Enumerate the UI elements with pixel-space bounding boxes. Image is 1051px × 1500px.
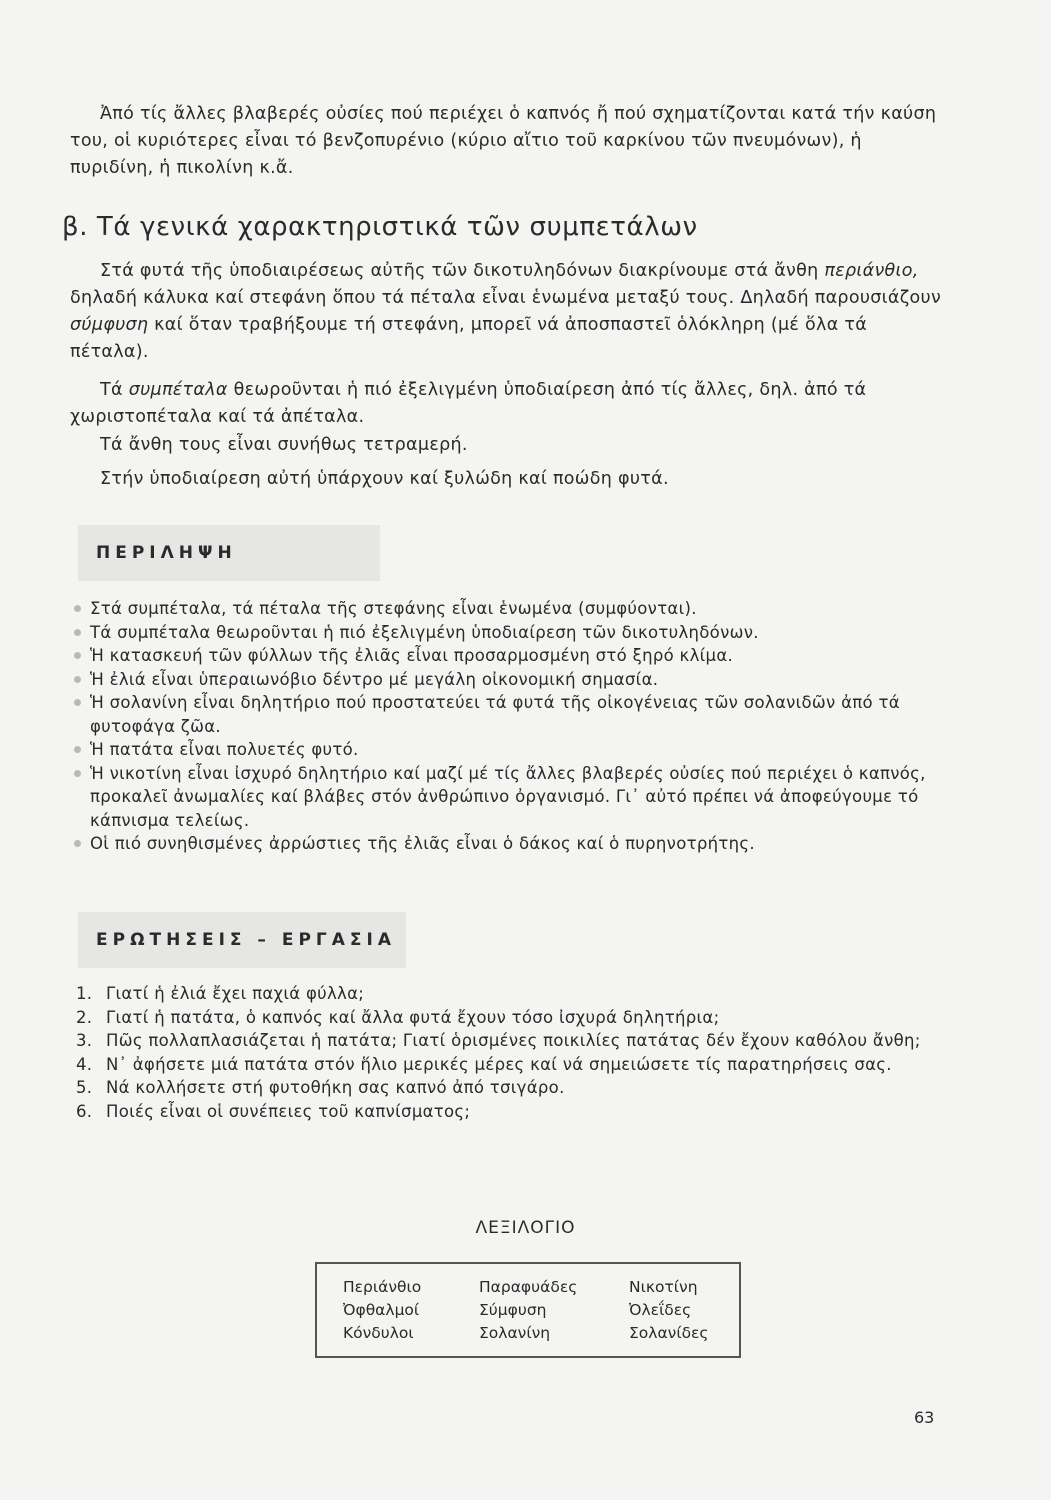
body-paragraph-4: Στήν ὑποδιαίρεση αὐτή ὑπάρχουν καί ξυλώδη καί ποώδη φυτά. [100,469,669,489]
bullet-icon [74,652,81,659]
bullet-icon [74,605,81,612]
glossary-column-3 [629,1276,709,1345]
summary-item: Οἱ πιό συνηθισμένες ἀρρώστιες τῆς ἐλιᾶς εἶναι ὁ δάκος καί ὁ πυρηνοτρήτης. [70,832,950,856]
body-paragraph-2 [70,377,950,431]
summary-item: Ἡ νικοτίνη εἶναι ἰσχυρό δηλητήριο καί μαζί μέ τίς ἄλλες βλαβερές οὐσίες πού περιέχει ὁ καπνός, προκαλεῖ ἀνωμαλίες καί βλάβες στόν ἀνθρώπινο ὀργανισμό. Γι᾽ αὐτό πρέπει νά ἀποφεύγουμε τό κάπνισμα τελείως. [70,762,950,833]
bullet-icon [74,699,81,706]
p1-text-b: δηλαδή κάλυκα καί στεφάνη ὅπου τά πέταλα εἶναι ἑνωμένα μεταξύ τους. Δηλαδή παρουσιάζουν [70,288,942,308]
p1-text-a: Στά φυτά τῆς ὑποδιαιρέσεως αὐτῆς τῶν δικοτυληδόνων διακρίνουμε στά ἄνθη [100,261,825,281]
questions-heading: ΕΡΩΤΗΣΕΙΣ – ΕΡΓΑΣΙΑ [78,912,406,968]
glossary-term: Ὀλεΐδες [629,1301,692,1319]
glossary-column-1 [343,1276,421,1345]
summary-list [70,597,950,856]
bullet-icon [74,629,81,636]
section-title: β. Τά γενικά χαρακτηριστικά τῶν συμπετάλων [62,212,698,242]
question-item: 3. Πῶς πολλαπλασιάζεται ἡ πατάτα; Γιατί ὁρισμένες ποικιλίες πατάτας δέν ἔχουν καθόλου ἄνθη; [76,1031,921,1050]
summary-item: Ἡ ἐλιά εἶναι ὑπεραιωνόβιο δέντρο μέ μεγάλη οἰκονομική σημασία. [70,668,950,692]
intro-paragraph: Ἀπό τίς ἄλλες βλαβερές οὐσίες πού περιέχει ὁ καπνός ἤ πού σχηματίζονται κατά τήν καύση του, οἱ κυριότερες εἶναι τό βενζοπυρένιο (κύριο αἴτιο τοῦ καρκίνου τῶν πνευμόνων), ἡ πυριδίνη, ἡ πικολίνη κ.ἄ. [70,104,937,178]
glossary-term: Σύμφυση [479,1301,547,1319]
summary-item: Στά συμπέταλα, τά πέταλα τῆς στεφάνης εἶναι ἑνωμένα (συμφύονται). [70,597,950,621]
p2-text-a: Τά [100,380,129,400]
summary-heading: ΠΕΡΙΛΗΨΗ [78,525,380,581]
p1-term-perianthio: περιάνθιο, [824,261,919,281]
summary-item: Ἡ σολανίνη εἶναι δηλητήριο πού προστατεύει τά φυτά τῆς οἰκογένειας τῶν σολανιδῶν ἀπό τά φυτοφάγα ζῶα. [70,691,950,738]
body-paragraph-3: Τά ἄνθη τους εἶναι συνήθως τετραμερή. [100,435,468,455]
bullet-icon [74,840,81,847]
question-item: 2. Γιατί ἡ πατάτα, ὁ καπνός καί ἄλλα φυτά ἔχουν τόσο ἰσχυρά δηλητήρια; [76,1007,720,1027]
glossary-term: Ὀφθαλμοί [343,1301,420,1319]
glossary-title: ΛΕΞΙΛΟΓΙΟ [475,1218,576,1238]
question-item: 4. Ν᾽ ἀφήσετε μιά πατάτα στόν ἥλιο μερικές μέρες καί νά σημειώσετε τίς παρατηρήσεις σας. [76,1054,892,1074]
question-item: 5. Νά κολλήσετε στή φυτοθήκη σας καπνό ἀπό τσιγάρο. [76,1078,565,1097]
summary-item: Ἡ κατασκευή τῶν φύλλων τῆς ἐλιᾶς εἶναι προσαρμοσμένη στό ξηρό κλίμα. [70,644,950,668]
glossary-term: Σολανίδες [629,1324,709,1342]
glossary-box [315,1262,741,1358]
questions-list [70,982,950,1123]
glossary-term: Παραφυάδες [479,1278,578,1296]
summary-item: Ἡ πατάτα εἶναι πολυετές φυτό. [70,738,950,762]
glossary-term: Σολανίνη [479,1324,551,1342]
glossary-term: Περιάνθιο [343,1278,422,1296]
p2-term-sympetala: συμπέταλα [128,380,228,400]
page-number: 63 [914,1408,935,1427]
p2-text-b: θεωροῦνται ἡ πιό ἐξελιγμένη ὑποδιαίρεση ἀπό τίς ἄλλες, δηλ. ἀπό τά χωριστοπέταλα καί τά ἀπέταλα. [70,380,867,427]
p1-term-symfysi: σύμφυση [70,315,149,335]
p1-text-c: καί ὅταν τραβήξουμε τή στεφάνη, μπορεῖ νά ἀποσπαστεῖ ὁλόκληρη (μέ ὅλα τά πέταλα). [70,315,868,362]
glossary-term: Νικοτίνη [629,1278,698,1296]
bullet-icon [74,676,81,683]
summary-item: Τά συμπέταλα θεωροῦνται ἡ πιό ἐξελιγμένη ὑποδιαίρεση τῶν δικοτυληδόνων. [70,621,950,645]
bullet-icon [74,746,81,753]
bullet-icon [74,770,81,777]
question-item: 1. Γιατί ἡ ἐλιά ἔχει παχιά φύλλα; [76,984,365,1003]
glossary-column-2 [479,1276,577,1345]
question-item: 6. Ποιές εἶναι οἱ συνέπειες τοῦ καπνίσματος; [76,1101,471,1121]
body-paragraph-1 [70,258,950,366]
glossary-term: Κόνδυλοι [343,1324,414,1342]
